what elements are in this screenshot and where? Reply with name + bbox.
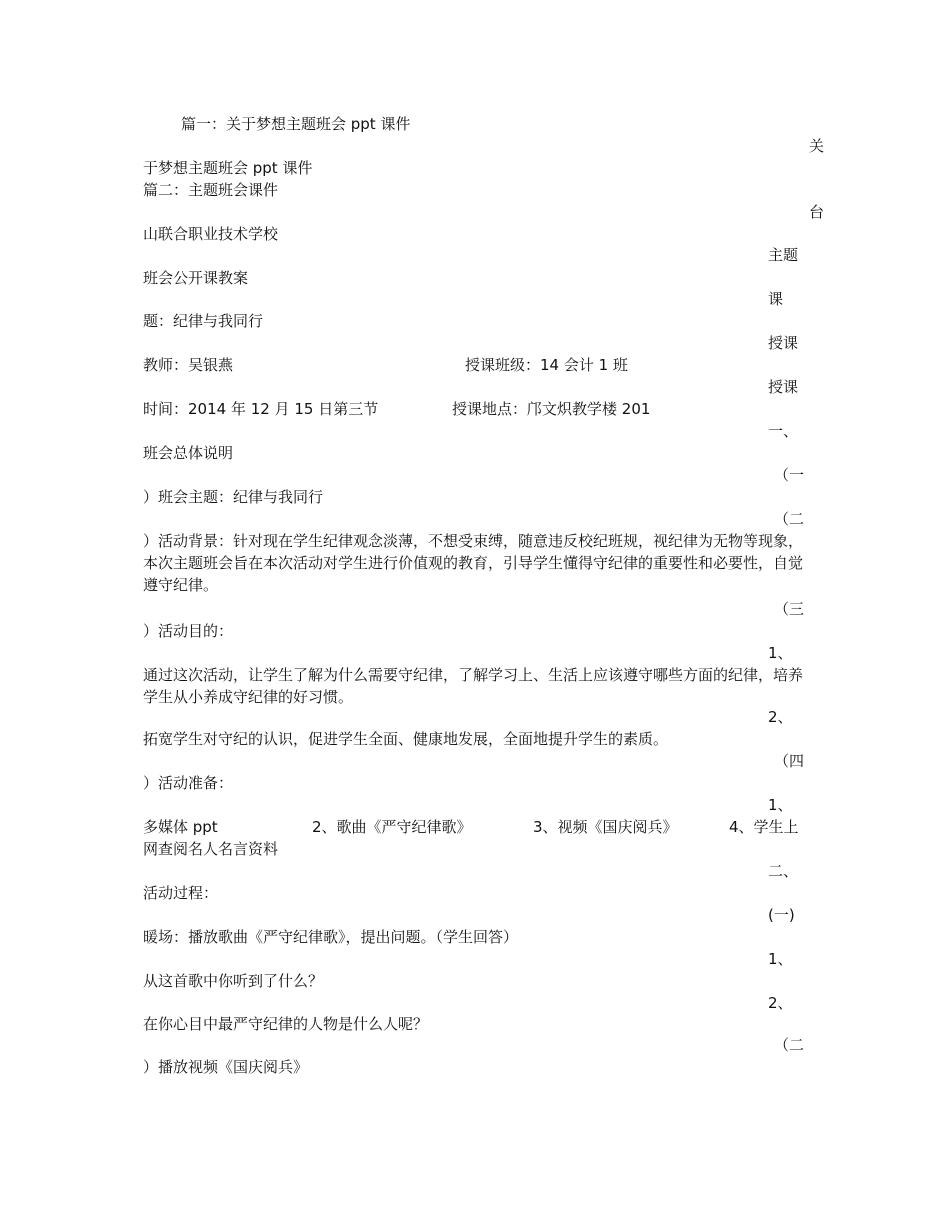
margin-text: （二 [774,510,805,528]
margin-text: （四 [774,752,805,770]
prep-item: 4、学生上 [729,818,799,836]
margin-text: （二 [774,1036,805,1054]
lesson-topic: 题：纪律与我同行 [143,312,264,330]
body-line: 从这首歌中你听到了什么？ [143,972,324,990]
margin-text: 1、 [768,796,793,814]
margin-text: （一 [774,466,805,484]
body-line: 暖场：播放歌曲《严守纪律歌》，提出问题。（学生回答） [143,928,519,946]
body-line: 班会公开课教案 [143,269,249,287]
margin-text: 1、 [768,950,793,968]
margin-text: 课 [768,290,784,308]
margin-text: 2、 [768,994,793,1012]
lesson-place: 授课地点：邝文炽教学楼 201 [452,400,651,418]
lesson-time: 时间：2014 年 12 月 15 日第三节 [143,400,379,418]
margin-text: 一、 [768,422,799,440]
section-heading: 班会总体说明 [143,444,234,462]
margin-text: 授课 [768,378,799,396]
prep-item: 多媒体 ppt [143,818,218,836]
prep-item: 网查阅名人名言资料 [143,840,279,858]
body-line: 拓宽学生对守纪的认识，促进学生全面、健康地发展，全面地提升学生的素质。 [143,730,669,748]
body-line: 在你心目中最严守纪律的人物是什么人呢？ [143,1015,429,1033]
prep-item: 2、歌曲《严守纪律歌》 [312,818,472,836]
body-line: ）播放视频《国庆阅兵》 [143,1058,309,1076]
margin-text: (一) [768,906,795,924]
body-line: 篇二：主题班会课件 [143,181,279,199]
class-name: 授课班级：14 会计 1 班 [465,356,628,374]
margin-text: 2、 [768,708,793,726]
prep-item: 3、视频《国庆阅兵》 [533,818,678,836]
body-line: ）活动目的： [143,622,234,640]
doc-heading: 篇一：关于梦想主题班会 ppt 课件 [181,115,411,133]
body-line: 于梦想主题班会 ppt 课件 [143,159,313,177]
margin-text: 授课 [768,334,799,352]
goal-paragraph: 通过这次活动，让学生了解为什么需要守纪律，了解学习上、生活上应该遵守哪些方面的纪律，培养学生从小养成守纪律的好习惯。 [143,666,804,706]
margin-text: （三 [774,600,805,618]
margin-text: 关 [809,137,825,155]
margin-text: 主题 [768,246,799,264]
school-name: 山联合职业技术学校 [143,225,279,243]
margin-text: 二、 [768,862,799,880]
body-line: ）活动准备： [143,774,234,792]
margin-text: 1、 [768,644,793,662]
margin-text: 台 [809,203,825,221]
background-paragraph: ）活动背景：针对现在学生纪律观念淡薄，不想受束缚，随意违反校纪班规，视纪律为无物等现象，本次主题班会旨在本次活动对学生进行价值观的教育，引导学生懂得守纪律的重要性和必要性，自觉遵守纪律。 [143,532,804,594]
teacher-name: 教师：吴银燕 [143,356,234,374]
body-line: ）班会主题：纪律与我同行 [143,488,324,506]
section-heading: 活动过程： [143,884,219,902]
